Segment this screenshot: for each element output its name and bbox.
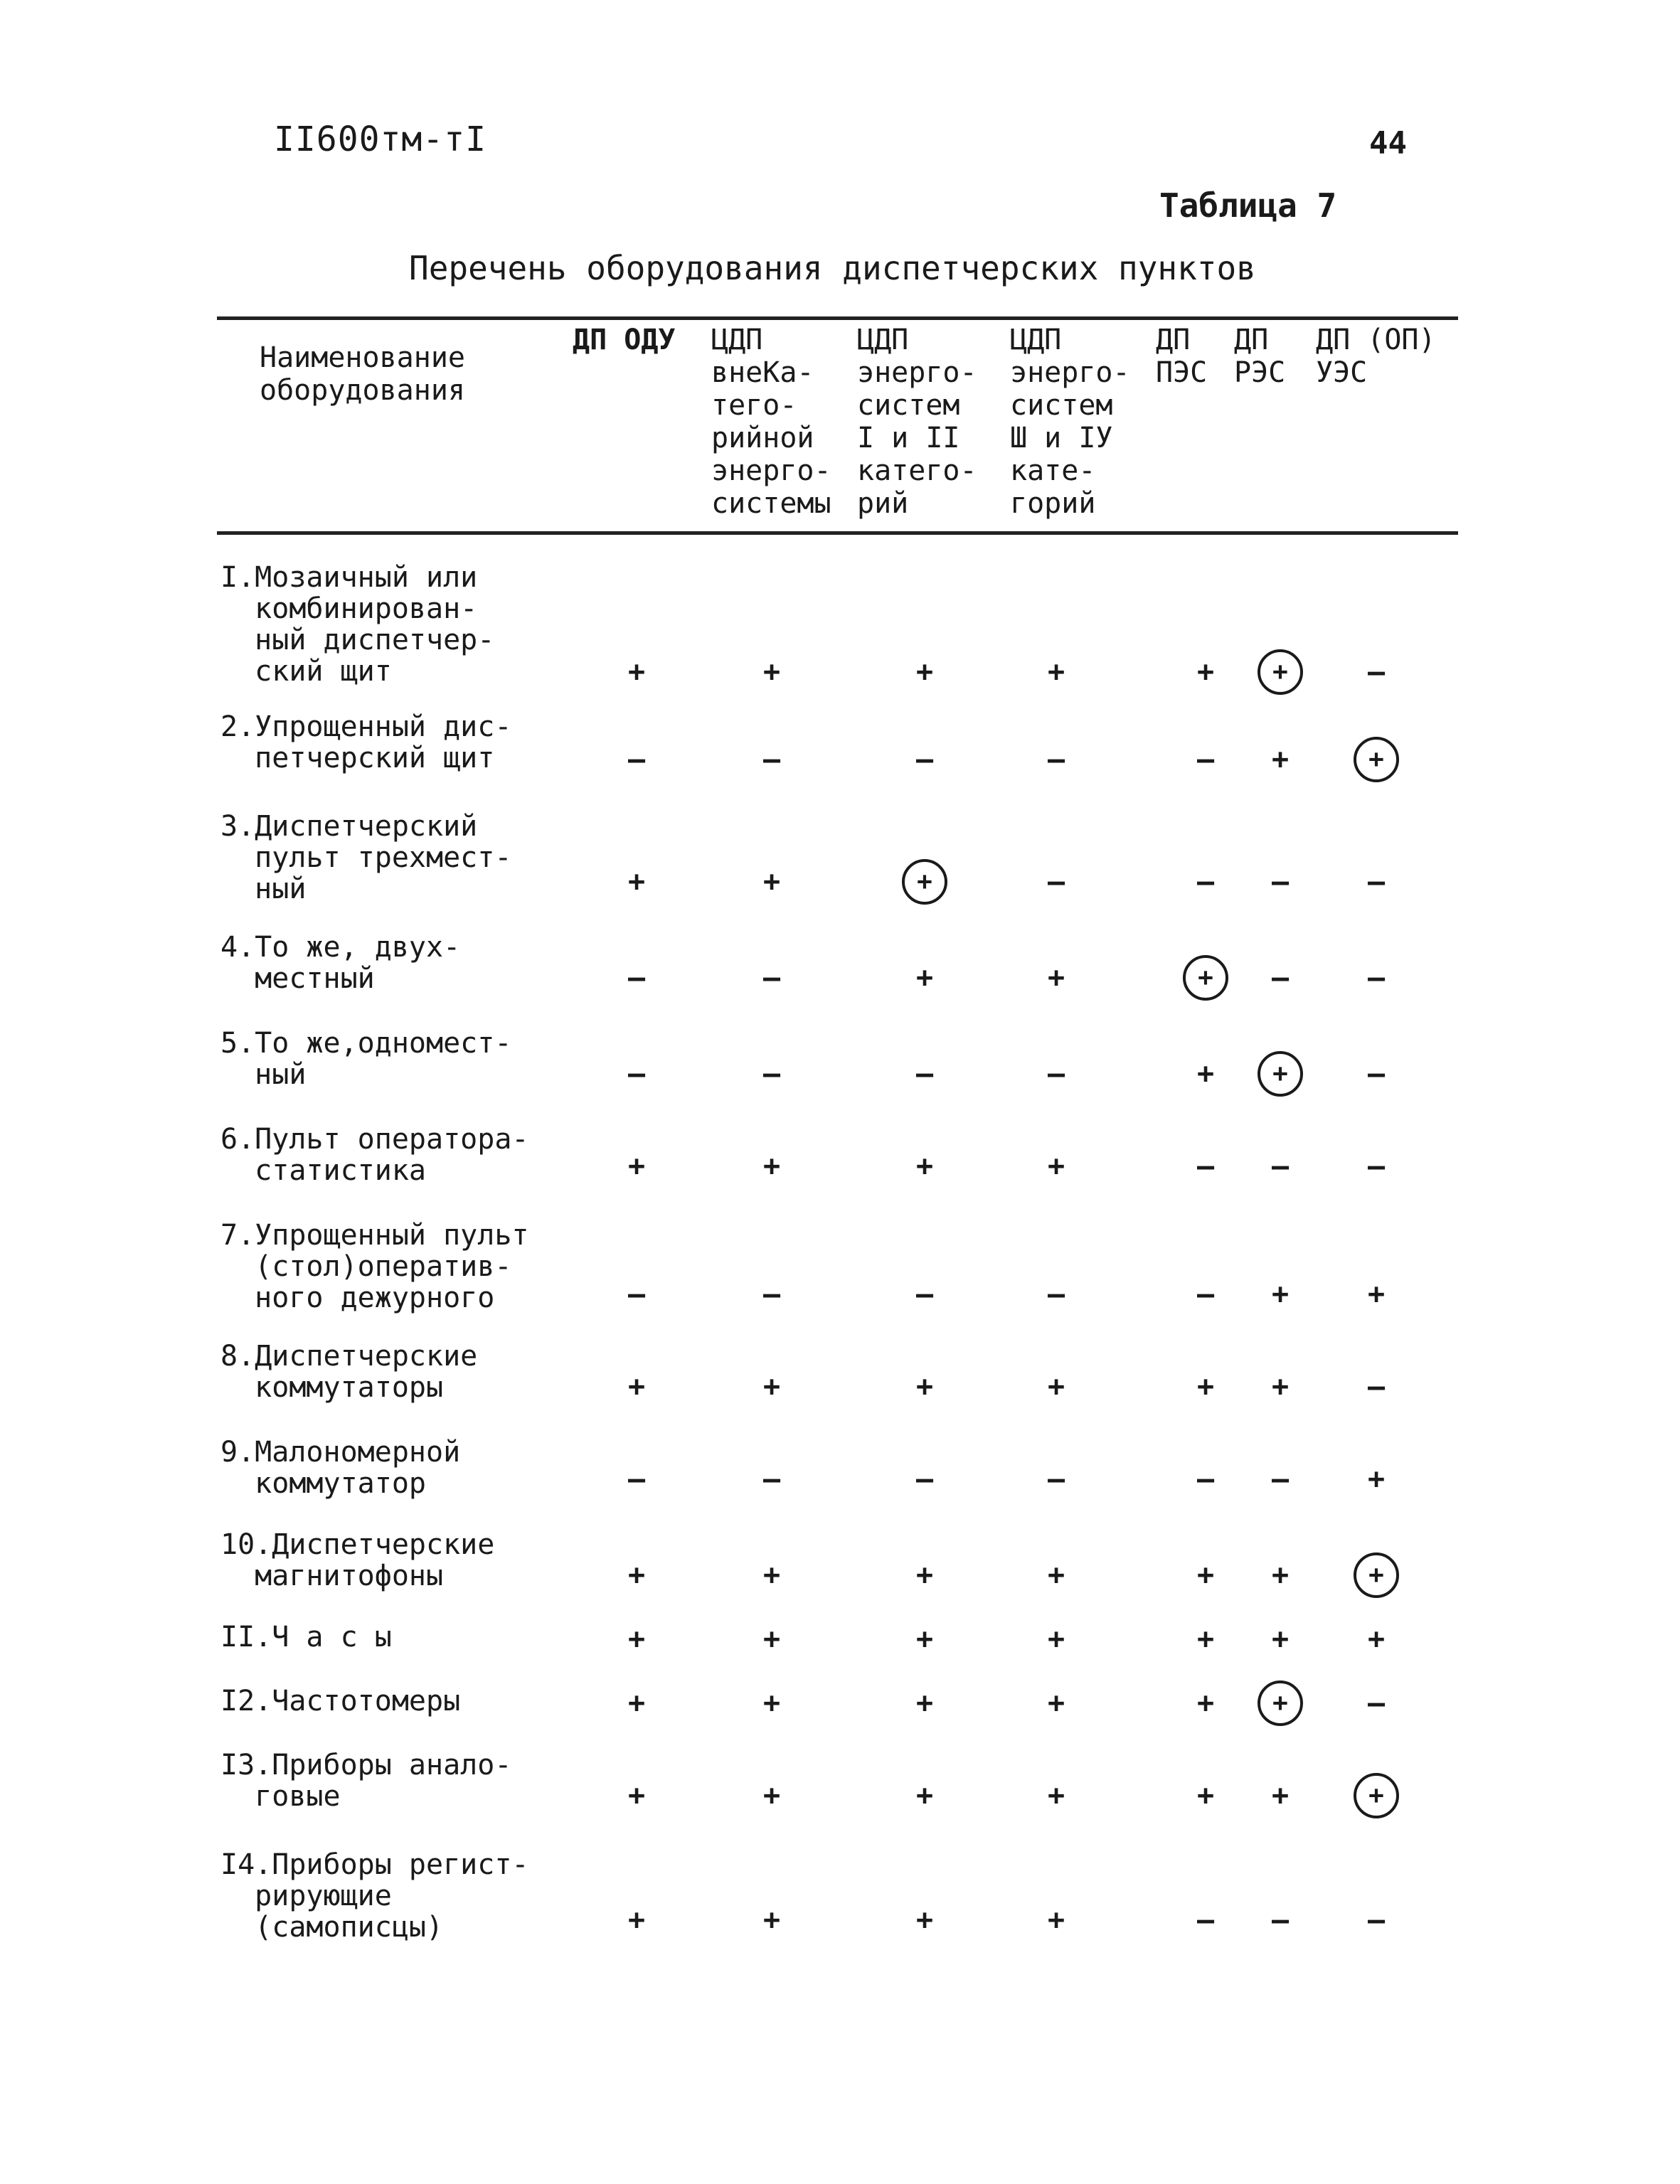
dash-mark: – <box>1367 656 1386 688</box>
dash-mark: – <box>1271 1463 1290 1496</box>
dash-mark: – <box>627 743 646 776</box>
plus-mark: + <box>1271 1278 1290 1311</box>
table-header-rule <box>217 531 1458 535</box>
plus-mark: + <box>915 962 934 994</box>
dash-mark: – <box>1271 1904 1290 1937</box>
dash-mark: – <box>1047 1058 1065 1090</box>
plus-mark: + <box>762 865 781 898</box>
circled-plus-mark: + <box>1258 1051 1303 1097</box>
plus-mark: + <box>627 1779 646 1812</box>
dash-mark: – <box>762 1058 781 1090</box>
plus-mark: + <box>762 1559 781 1592</box>
row-label: II.Ч а с ы <box>220 1621 392 1653</box>
column-header-6: ДП РЭС <box>1234 324 1286 389</box>
row-label: 7.Упрощенный пульт (стол)оператив- ного дежурного <box>220 1219 529 1314</box>
dash-mark: – <box>1196 1463 1215 1496</box>
row-label: I2.Частотомеры <box>220 1685 461 1717</box>
column-header-2: ЦДП внеКа- тего- рийной энерго- системы <box>711 324 831 520</box>
dash-mark: – <box>1271 1150 1290 1183</box>
circled-plus-mark: + <box>902 859 947 905</box>
plus-mark: + <box>1047 1370 1065 1403</box>
table-label: Таблица 7 <box>1159 186 1337 225</box>
dash-mark: – <box>627 962 646 994</box>
dash-mark: – <box>762 1278 781 1311</box>
plus-mark: + <box>627 1150 646 1183</box>
plus-mark: + <box>915 656 934 688</box>
dash-mark: – <box>1367 865 1386 898</box>
row-label: 3.Диспетчерский пульт трехмест- ный <box>220 810 512 905</box>
row-label: 6.Пульт оператора- статистика <box>220 1123 529 1187</box>
plus-mark: + <box>915 1904 934 1937</box>
dash-mark: – <box>627 1278 646 1311</box>
dash-mark: – <box>1047 743 1065 776</box>
plus-mark: + <box>762 1779 781 1812</box>
plus-mark: + <box>1047 1623 1065 1656</box>
plus-mark: + <box>627 656 646 688</box>
plus-mark: + <box>1047 656 1065 688</box>
dash-mark: – <box>915 1058 934 1090</box>
dash-mark: – <box>627 1463 646 1496</box>
plus-mark: + <box>1196 1370 1215 1403</box>
plus-mark: + <box>1047 1904 1065 1937</box>
dash-mark: – <box>1367 1687 1386 1720</box>
circled-plus-mark: + <box>1258 649 1303 695</box>
dash-mark: – <box>1047 865 1065 898</box>
row-label: 4.То же, двух- местный <box>220 931 461 995</box>
document-code: II600тм-тI <box>274 119 487 159</box>
dash-mark: – <box>915 1463 934 1496</box>
plus-mark: + <box>627 1623 646 1656</box>
plus-mark: + <box>1196 656 1215 688</box>
plus-mark: + <box>1196 1058 1215 1090</box>
circled-plus-mark: + <box>1354 1552 1399 1598</box>
plus-mark: + <box>915 1150 934 1183</box>
row-label: I.Мозаичный или комбинирован- ный диспетчер- ский щит <box>220 561 495 688</box>
dash-mark: – <box>1271 865 1290 898</box>
circled-plus-mark: + <box>1354 1773 1399 1818</box>
plus-mark: + <box>915 1559 934 1592</box>
dash-mark: – <box>1047 1463 1065 1496</box>
column-header-1: ДП ОДУ <box>573 324 676 356</box>
plus-mark: + <box>627 1559 646 1592</box>
circled-plus-mark: + <box>1258 1680 1303 1726</box>
dash-mark: – <box>627 1058 646 1090</box>
dash-mark: – <box>1196 1278 1215 1311</box>
dash-mark: – <box>1196 1904 1215 1937</box>
plus-mark: + <box>1047 962 1065 994</box>
plus-mark: + <box>627 1687 646 1720</box>
circled-plus-mark: + <box>1183 955 1228 1001</box>
table-title: Перечень оборудования диспетчерских пунктов <box>409 249 1256 287</box>
dash-mark: – <box>1367 1370 1386 1403</box>
row-label: 2.Упрощенный дис- петчерский щит <box>220 710 512 774</box>
row-label: 8.Диспетчерские коммутаторы <box>220 1340 478 1404</box>
plus-mark: + <box>1271 1370 1290 1403</box>
row-label: 10.Диспетчерские магнитофоны <box>220 1528 495 1592</box>
plus-mark: + <box>915 1687 934 1720</box>
plus-mark: + <box>762 1623 781 1656</box>
plus-mark: + <box>627 1370 646 1403</box>
page-number: 44 <box>1369 125 1407 161</box>
column-header-4: ЦДП энерго- систем Ш и IУ кате- горий <box>1010 324 1130 520</box>
dash-mark: – <box>762 962 781 994</box>
plus-mark: + <box>1271 1623 1290 1656</box>
plus-mark: + <box>915 1779 934 1812</box>
plus-mark: + <box>627 865 646 898</box>
plus-mark: + <box>1271 1559 1290 1592</box>
plus-mark: + <box>762 1150 781 1183</box>
dash-mark: – <box>915 743 934 776</box>
dash-mark: – <box>1367 1904 1386 1937</box>
plus-mark: + <box>1367 1463 1386 1496</box>
column-header-3: ЦДП энерго- систем I и II катего- рий <box>857 324 977 520</box>
row-label: 5.То же,одномест- ный <box>220 1027 512 1091</box>
plus-mark: + <box>1047 1150 1065 1183</box>
dash-mark: – <box>762 1463 781 1496</box>
dash-mark: – <box>1047 1278 1065 1311</box>
column-header-5: ДП ПЭС <box>1156 324 1208 389</box>
plus-mark: + <box>915 1370 934 1403</box>
dash-mark: – <box>1196 1150 1215 1183</box>
plus-mark: + <box>1196 1623 1215 1656</box>
dash-mark: – <box>1367 1058 1386 1090</box>
plus-mark: + <box>627 1904 646 1937</box>
plus-mark: + <box>1047 1559 1065 1592</box>
plus-mark: + <box>762 656 781 688</box>
plus-mark: + <box>762 1904 781 1937</box>
plus-mark: + <box>1047 1687 1065 1720</box>
plus-mark: + <box>1271 1779 1290 1812</box>
table-top-rule <box>217 316 1458 320</box>
plus-mark: + <box>915 1623 934 1656</box>
plus-mark: + <box>1367 1623 1386 1656</box>
dash-mark: – <box>1196 865 1215 898</box>
dash-mark: – <box>1367 962 1386 994</box>
dash-mark: – <box>762 743 781 776</box>
plus-mark: + <box>762 1687 781 1720</box>
dash-mark: – <box>915 1278 934 1311</box>
column-header-name: Наименование оборудования <box>260 341 465 407</box>
plus-mark: + <box>1367 1278 1386 1311</box>
row-label: I4.Приборы регист- рирующие (самописцы) <box>220 1848 529 1944</box>
row-label: 9.Малономерной коммутатор <box>220 1436 461 1500</box>
circled-plus-mark: + <box>1354 737 1399 782</box>
dash-mark: – <box>1196 743 1215 776</box>
row-label: I3.Приборы анало- говые <box>220 1749 512 1813</box>
plus-mark: + <box>1047 1779 1065 1812</box>
plus-mark: + <box>1271 743 1290 776</box>
plus-mark: + <box>1196 1779 1215 1812</box>
dash-mark: – <box>1271 962 1290 994</box>
plus-mark: + <box>762 1370 781 1403</box>
column-header-7: ДП (ОП) УЭС <box>1316 324 1436 389</box>
plus-mark: + <box>1196 1687 1215 1720</box>
plus-mark: + <box>1196 1559 1215 1592</box>
dash-mark: – <box>1367 1150 1386 1183</box>
